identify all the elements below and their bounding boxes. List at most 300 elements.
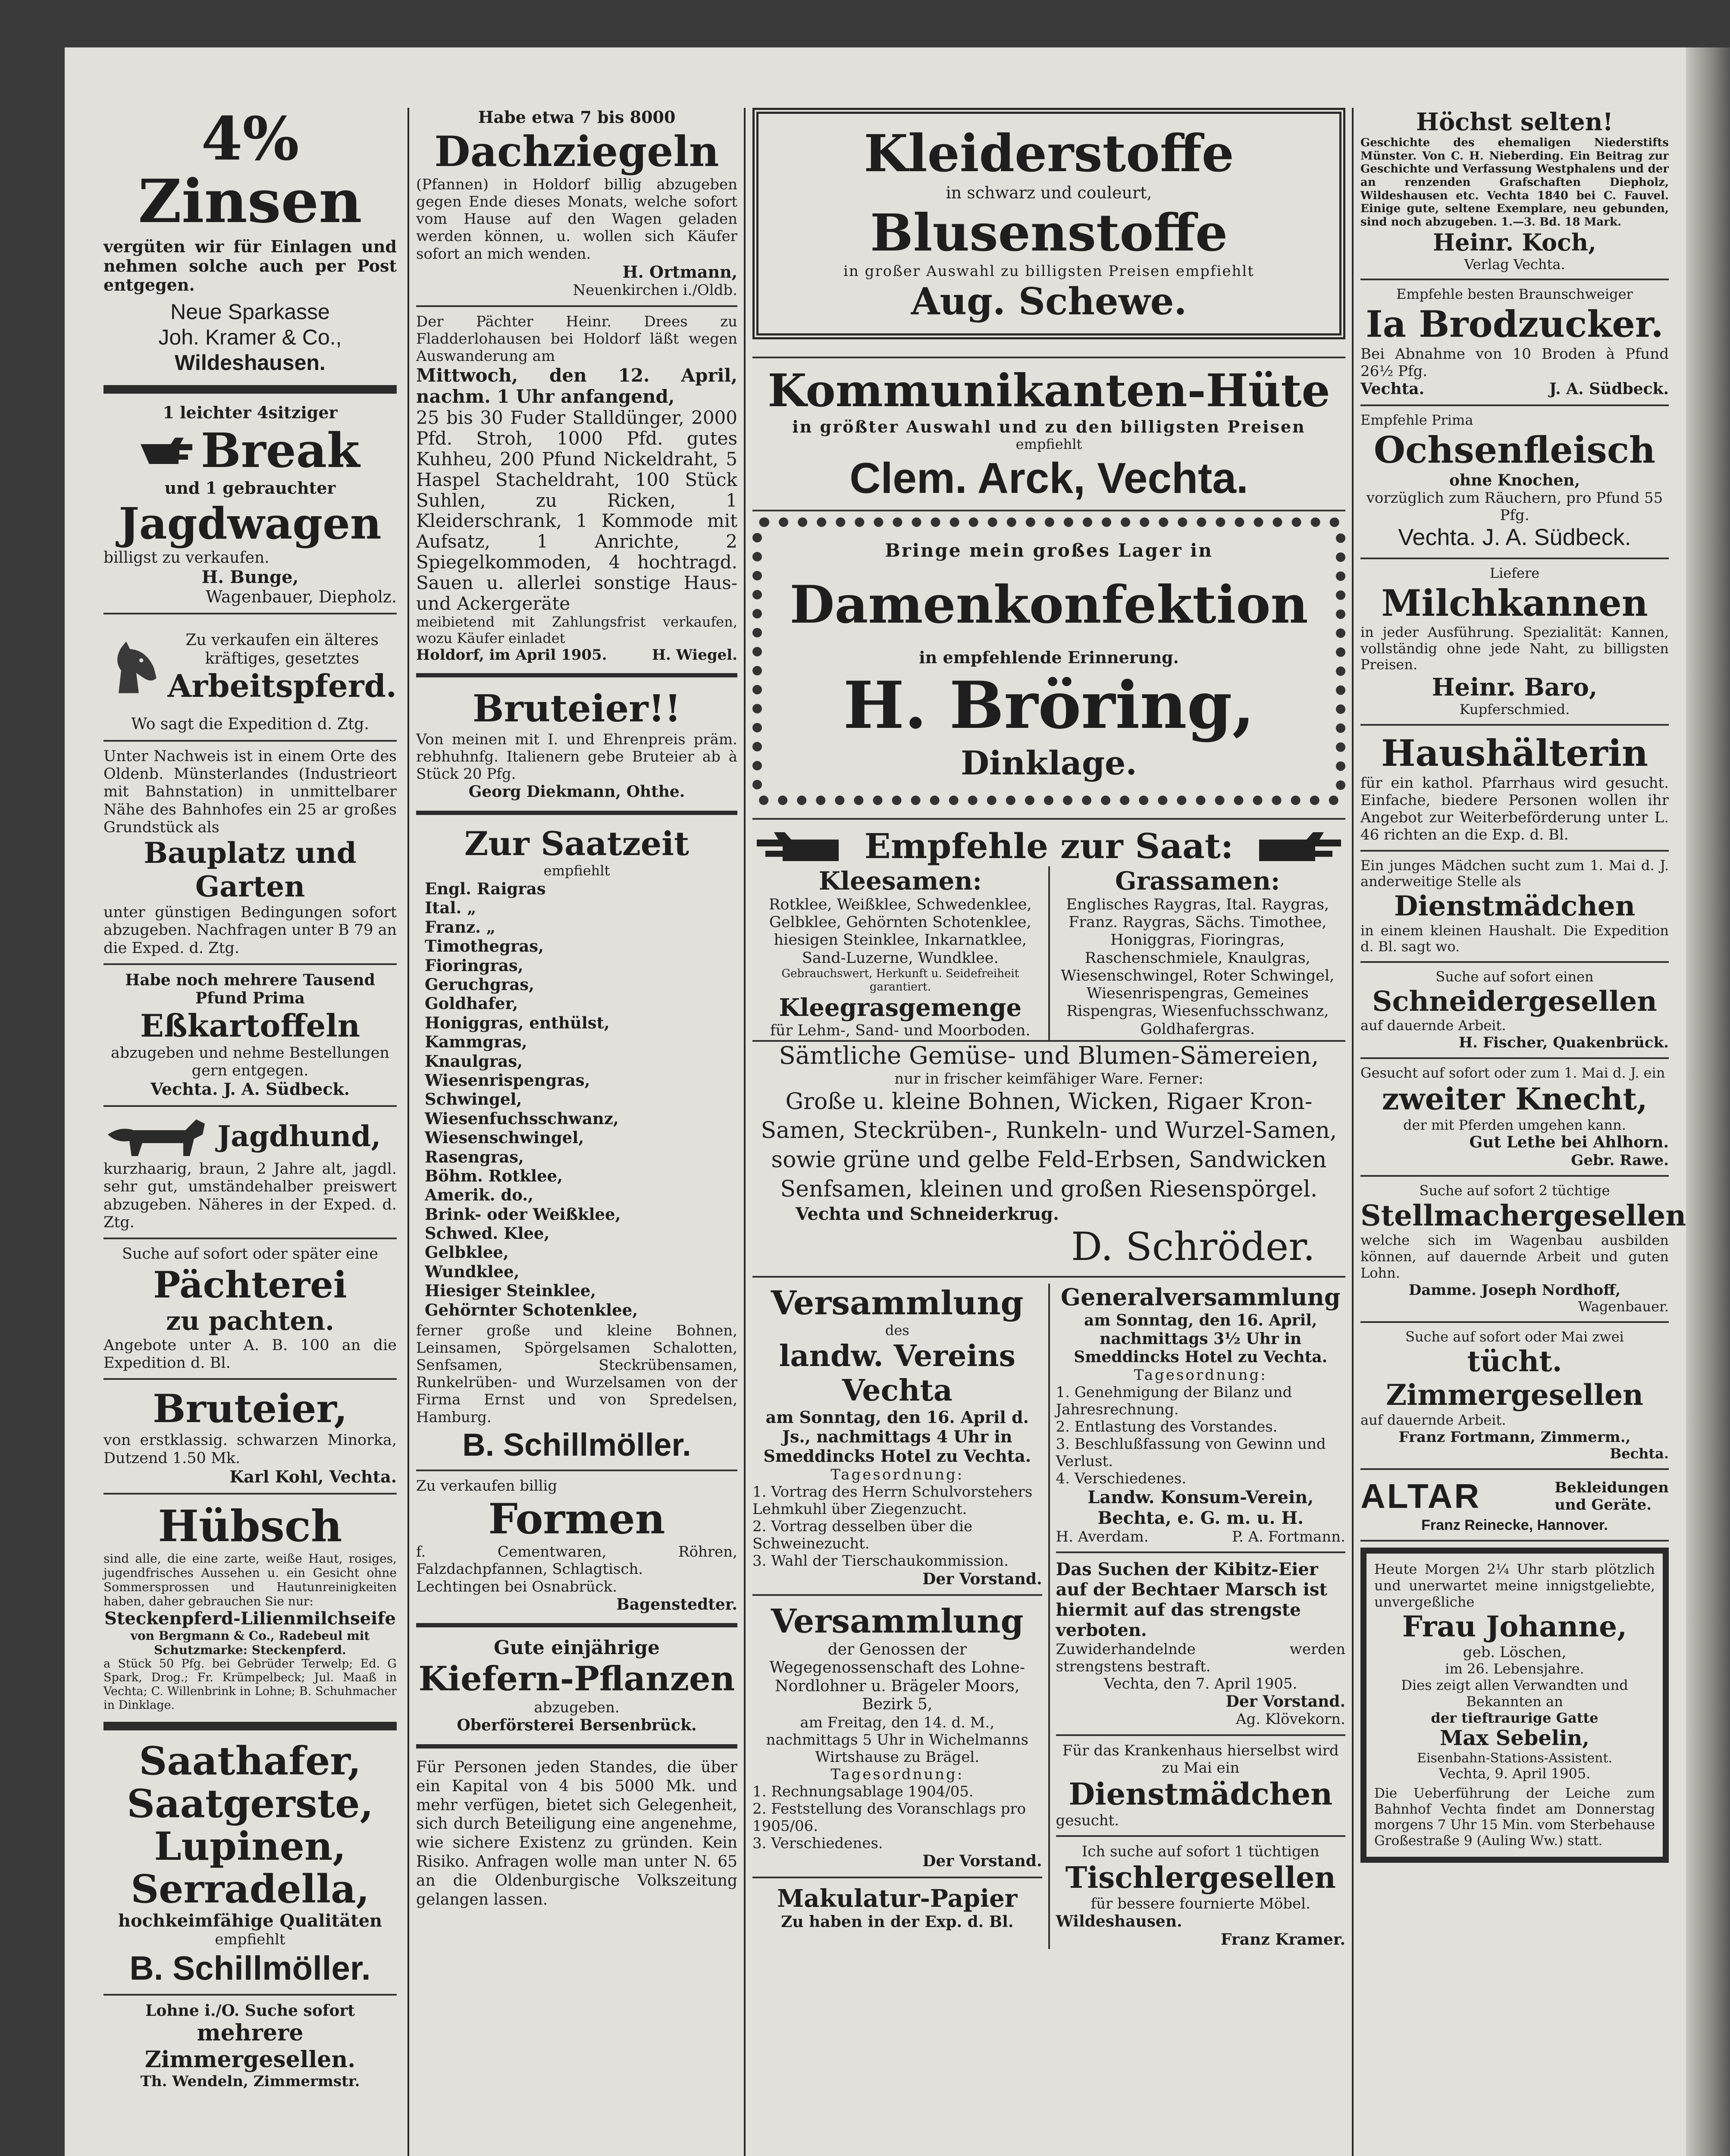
ad-line: in schwarz und couleurt, xyxy=(946,183,1152,203)
ad-title: Ia Brodzucker. xyxy=(1366,303,1664,345)
ad-body: unter günstigen Bedingungen sofort abzugeben. Nachfragen unter B 79 an die Exped. d. Ztg. xyxy=(103,903,397,957)
ad-title: Generalversammlung xyxy=(1060,1283,1341,1311)
ad-title: 4% Zinsen xyxy=(138,103,362,236)
ad-kibitz xyxy=(1056,1559,1346,1728)
ad-dienstmaedchen xyxy=(1360,858,1669,956)
seed-list-item: Hiesiger Steinklee, xyxy=(425,1281,596,1300)
ad-signature: Ag. Klövekorn. xyxy=(1235,1711,1345,1728)
ad-altar xyxy=(1360,1476,1669,1534)
seed-list-item: Knaulgras, xyxy=(425,1051,523,1071)
ad-line: empfiehlt xyxy=(543,862,610,879)
ad-kartoffeln xyxy=(103,971,397,1099)
separator xyxy=(752,818,1345,820)
ad-signature: Heinr. Baro, xyxy=(1432,673,1598,702)
seed-list-item: Schwed. Klee, xyxy=(425,1224,550,1243)
ad-line: Für das Krankenhaus hierselbst wird zu Mai ein xyxy=(1062,1742,1339,1777)
ad-title: landw. Vereins Vechta xyxy=(779,1338,1015,1408)
ad-title: Versammlung xyxy=(771,1284,1024,1322)
ad-title: zweiter Knecht, xyxy=(1382,1081,1648,1117)
pointing-hand-icon xyxy=(141,436,192,466)
ad-place: Wildeshausen. xyxy=(175,351,326,375)
ad-agenda-heading: Tagesordnung: xyxy=(831,1466,964,1483)
ad-makulatur xyxy=(752,1884,1042,1931)
ad-title: Pächterei xyxy=(153,1263,347,1306)
ad-signature: Bagenstedter. xyxy=(616,1595,737,1614)
seed-list-item: Böhm. Rotklee, xyxy=(425,1166,563,1185)
ad-firm: B. Schillmöller. xyxy=(462,1426,691,1463)
seed-list-item: Wiesenfuchsschwanz, xyxy=(425,1109,619,1128)
ad-place: Kupferschmied. xyxy=(1459,701,1570,718)
ad-generalversammlung xyxy=(1056,1284,1346,1545)
ad-title: Hübsch xyxy=(158,1500,342,1551)
ad-signature: D. Schröder. xyxy=(1071,1224,1315,1270)
column-rule xyxy=(1352,108,1354,2156)
separator xyxy=(103,963,397,965)
ad-line: Zu verkaufen ein älteres kräftiges, gesetztes xyxy=(185,631,379,667)
ad-line: ohne Knochen, xyxy=(1449,471,1580,489)
ad-title: Dienstmädchen xyxy=(1069,1776,1333,1812)
ad-body: (Pfannen) in Holdorf billig abzugeben gegen Ende dieses Monats, welche sofort vom Hause auf den Wagen geladen werden können, u. wollen sich Käufer sofort an mich wenden. xyxy=(416,176,737,263)
ad-title: zu pachten. xyxy=(166,1306,334,1336)
ad-signature: Franz Fortmann, Zimmerm., xyxy=(1398,1428,1631,1446)
ad-line: der mit Pferden umgehen kann. xyxy=(1403,1116,1626,1133)
separator xyxy=(416,673,737,677)
agenda-item: 1. Vortrag des Herrn Schulvorstehers Lehmkuhl über Ziegenzucht. xyxy=(752,1483,1033,1518)
ad-title: Höchst selten! xyxy=(1416,108,1614,136)
ad-line: Lohne i./O. Suche sofort xyxy=(145,2001,355,2020)
ad-line: Bringe mein großes Lager in xyxy=(885,540,1213,561)
seed-list-item: Engl. Raigras xyxy=(425,879,546,899)
ad-signature: Damme. Joseph Nordhoff, xyxy=(1408,1281,1621,1299)
ad-title: Bauplatz und Garten xyxy=(144,836,357,904)
ad-title: Zur Saatzeit xyxy=(464,824,689,863)
column-1 xyxy=(103,103,397,2090)
seed-list-item: Wundklee, xyxy=(425,1262,520,1281)
ad-body: Geschichte des ehemaligen Niederstifts Münster. Von C. H. Nieberding. Ein Beitrag zur Geschichte und Verfassung Westphalens und der an renzenden Grafschaften Diepholz, Wildeshausen etc. Vechta 1840 bei C. Fauvel. Einige gute, seltene Exemplare, neu gebunden, sind noch abzugeben. 1.—3. Bd. 18 Mark. xyxy=(1360,136,1669,229)
ad-line: Saathafer, xyxy=(139,1738,361,1784)
ad-signature: Clem. Arck, Vechta. xyxy=(849,454,1248,503)
separator xyxy=(103,1722,397,1730)
ad-dachziegeln xyxy=(416,108,737,299)
ad-title: Ochsenfleisch xyxy=(1373,428,1656,471)
ad-title: Kleiderstoffe xyxy=(864,123,1234,183)
agenda-list xyxy=(752,1783,1042,1852)
ad-signature: Vechta. J. A. Südbeck. xyxy=(1398,524,1631,551)
ad-firm: Joh. Kramer & Co., xyxy=(158,325,342,350)
ad-kapital xyxy=(416,1758,737,1909)
separator xyxy=(752,510,1345,511)
ad-ochsenfleisch xyxy=(1360,412,1669,552)
ad-kommunikanten-huete xyxy=(752,364,1345,504)
gemenge-heading: Kleegrasgemenge xyxy=(779,993,1022,1022)
ad-line: empfiehlt xyxy=(215,1930,285,1948)
ad-line: in empfehlende Erinnerung. xyxy=(919,648,1179,667)
separator xyxy=(1360,1057,1669,1059)
ad-line: Gesucht auf sofort oder zum 1. Mai d. J. ein xyxy=(1360,1065,1665,1081)
separator xyxy=(1360,1540,1669,1542)
agenda-item: 3. Wahl der Tierschaukommission. xyxy=(752,1552,1009,1570)
separator xyxy=(752,1877,1042,1878)
ad-line: Ein junges Mädchen sucht zum 1. Mai d. J. anderweitige Stelle als xyxy=(1360,857,1669,890)
ad-stellmacher xyxy=(1360,1182,1686,1315)
ad-body: Große u. kleine Bohnen, Wicken, Rigaer Kron-Samen, Steckrüben-, Runkeln- und Wurzel-Samen, sowie grüne und gelbe Feld-Erbsen, Sandwicken Senfsamen, kleinen und großen Riesenspörgel. xyxy=(761,1088,1337,1202)
ad-signature: Der Vorstand. xyxy=(1225,1692,1345,1711)
ad-line: Zu haben in der Exp. d. Bl. xyxy=(781,1912,1014,1931)
ad-dienstmaedchen-kh xyxy=(1056,1742,1346,1830)
ad-title: tücht. Zimmergesellen xyxy=(1385,1344,1644,1412)
ad-title: Schneidergesellen xyxy=(1372,985,1657,1018)
ad-line: billigst zu verkaufen. xyxy=(103,548,270,567)
ad-signature: Heinr. Koch, xyxy=(1433,228,1596,256)
ad-signature: Aug. Schewe. xyxy=(911,280,1187,324)
ad-line: abzugeben und nehme Bestellungen gern entgegen. xyxy=(111,1044,389,1079)
ad-body: vergüten wir für Einlagen und nehmen solche auch per Post entgegen. xyxy=(103,236,397,295)
ad-title: Formen xyxy=(488,1495,665,1544)
ad-line: des xyxy=(885,1322,909,1339)
horse-head-icon xyxy=(103,620,161,715)
ad-title: Damenkonfektion xyxy=(790,574,1308,635)
separator xyxy=(1360,1468,1669,1470)
ad-title: Kommunikanten-Hüte xyxy=(768,364,1330,417)
ad-line: auf dauernde Arbeit. xyxy=(1360,1412,1506,1429)
ad-line: für bessere fournierte Möbel. xyxy=(1091,1895,1310,1912)
ad-line: in größter Auswahl und zu den billigsten Preisen xyxy=(792,417,1306,436)
ad-firm: Neue Sparkasse xyxy=(170,300,330,324)
ad-signature: Karl Kohl, Vechta. xyxy=(229,1467,397,1486)
ad-title: Stellmachergesellen xyxy=(1360,1198,1686,1232)
ad-title: Blusenstoffe xyxy=(870,203,1228,263)
ad-signature: J. A. Südbeck. xyxy=(1549,380,1669,398)
ad-signature: H. Ortmann, xyxy=(622,262,737,282)
widower-name: Max Sebelin, xyxy=(1440,1726,1589,1751)
seed-list-item: Kammgras, xyxy=(425,1032,527,1052)
klee-note: Gebrauchswert, Herkunft u. Seidefreiheit garantiert. xyxy=(781,967,1019,993)
ad-body: Das Suchen der Kibitz-Eier auf der Bechtaer Marsch ist hiermit auf das strengste verboten. xyxy=(1056,1559,1327,1641)
seed-list-item: Honiggras, enthülst, xyxy=(425,1013,610,1032)
ad-signature: H. Bröring, xyxy=(843,667,1255,744)
column-2 xyxy=(416,108,737,1909)
ad-line: Ich suche auf sofort 1 tüchtigen xyxy=(1081,1843,1319,1861)
seed-list-item: Franz. „ xyxy=(425,917,496,937)
agenda-item: 1. Genehmigung der Bilanz und Jahresrechnung. xyxy=(1056,1383,1292,1418)
left-subcolumn xyxy=(746,1284,1048,1949)
ad-title: Jagdwagen xyxy=(119,498,382,549)
ad-title: Tischlergesellen xyxy=(1065,1860,1336,1895)
ad-line: Lechtingen bei Osnabrück. xyxy=(416,1578,617,1595)
separator xyxy=(416,1470,737,1471)
ad-body: Der Pächter Heinr. Drees zu Fladderlohausen bei Holdorf läßt wegen Auswanderung am xyxy=(416,313,737,365)
ad-signature: Th. Wendeln, Zimmermstr. xyxy=(140,2073,360,2090)
ad-signature: Oberförsterei Bersenbrück. xyxy=(457,1716,697,1735)
seed-list-item: Amerik. do., xyxy=(425,1185,534,1205)
ad-subtitle: hochkeimfähige Qualitäten xyxy=(118,1910,382,1931)
ad-body: kurzhaarig, braun, 2 Jahre alt, jagdl. sehr gut, umständehalber preiswert abzugeben. Näheres in der Exped. d. Ztg. xyxy=(103,1160,397,1231)
ad-signature: Gebr. Rawe. xyxy=(1571,1151,1669,1169)
ad-versammlung-landw xyxy=(752,1284,1042,1588)
ad-signature: H. Averdam. xyxy=(1056,1528,1149,1545)
seed-table xyxy=(752,866,1345,1040)
ad-signature: P. A. Fortmann. xyxy=(1232,1528,1345,1545)
separator xyxy=(103,613,397,614)
separator xyxy=(103,1238,397,1239)
pointing-hand-icon xyxy=(752,829,839,863)
ad-line: Suche auf sofort oder Mai zwei xyxy=(1405,1328,1624,1345)
seed-list-item: Gelbklee, xyxy=(425,1243,509,1262)
seed-list-item: Wiesenschwingel, xyxy=(425,1128,584,1147)
ad-line: Lupinen, xyxy=(154,1823,346,1869)
ad-date: Vechta, den 7. April 1905. xyxy=(1104,1675,1298,1692)
seed-list-item: Geruchgras, xyxy=(425,975,535,994)
ad-break xyxy=(103,403,397,607)
ad-line: Suche auf sofort einen xyxy=(1435,968,1594,985)
separator xyxy=(103,1994,397,1996)
ad-formen xyxy=(416,1477,737,1614)
notice-body: Die Ueberführung der Leiche zum Bahnhof Vechta findet am Donnerstag morgens 7 Uhr 15 Min. vom Sterbehause Großestraße 9 (Auling Ww.) statt. xyxy=(1374,1786,1655,1849)
notice-date: Vechta, 9. April 1905. xyxy=(1439,1765,1591,1782)
ad-signature: Gut Lethe bei Ahlhorn. xyxy=(1469,1133,1669,1152)
ad-title: Versammlung xyxy=(771,1601,1024,1640)
notice-line: der tieftraurige Gatte xyxy=(1431,1709,1598,1726)
ad-bruteier-diekmann xyxy=(416,687,737,801)
ad-name: H. Bunge, xyxy=(201,567,299,588)
ad-schneidergesellen xyxy=(1360,969,1669,1051)
ad-brodzucker xyxy=(1360,286,1669,398)
separator xyxy=(416,1744,737,1749)
ad-title: Kiefern-Pflanzen xyxy=(418,1659,735,1699)
ad-body: ferner große und kleine Bohnen, Leinsamen, Spörgelsamen Schalotten, Senfsamen, Steckrübensamen, Runkelrüben- und Wurzelsamen von der Firma Ernst und von Spredelsen, Hamburg. xyxy=(416,1322,737,1426)
agenda-item: 1. Rechnungsablage 1904/05. xyxy=(752,1783,974,1800)
separator xyxy=(1056,1835,1346,1837)
ad-saatzeit xyxy=(416,824,737,1463)
seed-list-item: Timothegras, xyxy=(425,937,544,956)
ad-firm: B. Schillmöller. xyxy=(129,1949,371,1987)
seed-list xyxy=(416,879,737,1319)
ad-body: in jeder Ausführung. Spezialität: Kannen, vollständig ohne jede Naht, zu billigsten Preisen. xyxy=(1360,624,1669,673)
seed-list-item: Rasengras, xyxy=(425,1147,524,1166)
ad-title: ALTAR xyxy=(1360,1476,1481,1515)
ad-body: Bei Abnahme von 10 Broden à Pfund 26½ Pfg. xyxy=(1360,345,1669,380)
ad-paechterei xyxy=(103,1245,397,1372)
ad-line: gesucht. xyxy=(1056,1812,1119,1830)
ad-saatgut xyxy=(103,1740,397,1988)
ad-line: Gute einjährige xyxy=(494,1637,660,1659)
ad-signature: Holdorf, im April 1905. xyxy=(416,646,607,664)
ad-product: Steckenpferd-Lilienmilchseife xyxy=(104,1608,396,1629)
ad-date: am Sonntag, den 16. April, nachmittags 3½ Uhr in Smeddincks Hotel zu Vechta. xyxy=(1074,1311,1328,1366)
ad-signature: Vechta. J. A. Südbeck. xyxy=(150,1079,350,1099)
ad-kleiderstoffe xyxy=(752,108,1345,339)
agenda-item: 2. Feststellung des Voranschlags pro 1905/06. xyxy=(752,1800,1026,1835)
book-spine xyxy=(1686,47,1730,2156)
ad-place: Dinklage. xyxy=(961,744,1137,783)
separator xyxy=(752,1594,1042,1596)
separator xyxy=(1056,1551,1346,1553)
ad-body: Angebote unter A. B. 100 an die Expedition d. Bl. xyxy=(103,1336,397,1372)
ad-line: Serradella, xyxy=(131,1866,370,1912)
notice-body: Dies zeigt allen Verwandten und Bekannten an xyxy=(1401,1677,1628,1710)
seed-list-item: Goldhafer, xyxy=(425,994,518,1013)
separator xyxy=(103,1378,397,1380)
ad-auktion-drees xyxy=(416,313,737,664)
ad-body: Von meinen mit I. und Ehrenpreis präm. rebhuhnfg. Italienern gebe Bruteier ab à Stück 20 Pfg. xyxy=(416,730,737,783)
ad-body: der Genossen der Wegegenossenschaft des Lohne-Nordlohner u. Brägeler Moors, Bezirk 5, xyxy=(769,1640,1025,1714)
ad-line: abzugeben. xyxy=(534,1699,620,1717)
ad-signature: Der Vorstand. xyxy=(922,1570,1042,1588)
separator xyxy=(1360,961,1669,963)
klee-heading: Kleesamen: xyxy=(818,866,982,896)
ad-body: vorzüglich zum Räuchern, pro Pfund 55 Pfg. xyxy=(1366,489,1663,524)
ad-bruteier xyxy=(103,1386,397,1487)
ad-signature: Franz Reinecke, Hannover. xyxy=(1421,1517,1608,1534)
ad-line: Sämtliche Gemüse- und Blumen-Sämereien, xyxy=(752,1040,1345,1070)
ad-date: am Freitag, den 14. d. M., nachmittags 5 Uhr in Wichelmanns Wirtshause zu Brägel. xyxy=(766,1714,1028,1766)
ad-agenda-heading: Tagesordnung: xyxy=(831,1765,964,1783)
ad-items: 25 bis 30 Fuder Stalldünger, 2000 Pfd. Stroh, 1000 Pfd. gutes Kuhheu, 200 Pfund Nickeldraht, 5 Haspel Stacheldraht, 100 Stück Suhlen, zu Ricken, 1 Kleiderschrank, 1 Kommode mit Aufsatz, 1 Anrichte, 2 Spiegelkommoden, 4 hochtragd. Sauen u. allerlei sonstige Haus- und Ackergeräte xyxy=(416,407,737,614)
ad-signature: Vechta. xyxy=(1360,380,1425,398)
separator xyxy=(103,1493,397,1495)
ad-title: Jagdhund, xyxy=(217,1119,381,1153)
ad-place: Wildeshausen. xyxy=(1056,1912,1182,1930)
klee-list: Rotklee, Weißklee, Schwedenklee, Gelbklee, Gehörnten Schotenklee, hiesigen Steinklee, Inkarnatklee, Sand-Luzerne, Wundklee. xyxy=(769,896,1032,967)
ad-line: Zu verkaufen billig xyxy=(416,1477,558,1495)
separator xyxy=(752,1276,1345,1278)
ad-title: Arbeitspferd. xyxy=(167,667,397,705)
separator xyxy=(416,811,737,815)
ad-line: nur in frischer keimfähiger Ware. Ferner: xyxy=(894,1070,1203,1087)
ad-body: von erstklassig. schwarzen Minorka, Dutzend 1.50 Mk. xyxy=(103,1432,397,1467)
ad-bauplatz xyxy=(103,748,397,957)
ad-body: für ein kathol. Pfarrhaus wird gesucht. Einfache, biedere Personen wollen ihr Angebot zur Weiterbeförderung unter L. 46 richten an die Exp. d. Bl. xyxy=(1360,774,1669,844)
ad-title: Eßkartoffeln xyxy=(140,1007,360,1044)
ad-title: Haushälterin xyxy=(1381,732,1649,774)
separator xyxy=(1360,850,1669,852)
agenda-item: 4. Verschiedenes. xyxy=(1056,1470,1187,1488)
ad-signature: H. Fischer, Quakenbrück. xyxy=(1459,1034,1669,1052)
ad-date: am Sonntag, den 16. April d. Js., nachmittags 4 Uhr in Smeddincks Hotel zu Vechta. xyxy=(763,1407,1031,1466)
death-notice xyxy=(1360,1548,1669,1862)
ad-body: Zuwiderhandelnde werden strengstens bestraft. xyxy=(1056,1640,1345,1675)
deceased-age: im 26. Lebensjahre. xyxy=(1445,1661,1584,1677)
ad-title: Bruteier!! xyxy=(472,687,681,731)
ad-line: Liefere xyxy=(1489,565,1540,582)
column-4 xyxy=(1360,108,1686,1863)
agenda-item: 2. Vortrag desselben über die Schweinezucht. xyxy=(752,1518,973,1553)
ad-place: Neuenkirchen i./Oldb. xyxy=(573,282,737,299)
notice-body: Heute Morgen 2¼ Uhr starb plötzlich und unerwartet meine innigstgeliebte, unvergeßliche xyxy=(1374,1561,1655,1610)
ad-title: Milchkannen xyxy=(1381,581,1648,624)
ad-sellers: a Stück 50 Pfg. bei Gebrüder Terwelp; Ed. G Spark, Drog.; Fr. Krümpelbeck; Jul. Maaß in Vechta; C. Willenbrink in Lohne; B. Schuhmacher in Dinklage. xyxy=(103,1657,397,1712)
ad-agenda-heading: Tagesordnung: xyxy=(1134,1366,1267,1384)
separator xyxy=(752,357,1345,358)
two-column-section xyxy=(746,1284,1351,1949)
ad-line: Wo sagt die Expedition d. Ztg. xyxy=(131,715,369,733)
seed-list-item: Fioringras, xyxy=(425,956,523,975)
ad-place: Bechta. xyxy=(1610,1445,1669,1462)
ad-versammlung-wege xyxy=(752,1602,1042,1871)
ad-saat-schroeder xyxy=(752,826,1345,1270)
separator xyxy=(1360,724,1669,726)
ad-signature: H. Wiegel. xyxy=(652,646,737,664)
ad-body: f. Cementwaren, Röhren, Falzdachpfannen, Schlagtisch. xyxy=(416,1543,737,1578)
ad-title: Makulatur-Papier xyxy=(777,1884,1018,1913)
ad-title: Bruteier, xyxy=(153,1386,348,1432)
separator xyxy=(1360,1321,1669,1323)
ad-hoechst-selten xyxy=(1360,108,1669,273)
ad-arbeitspferd xyxy=(103,620,397,715)
ad-body: Unter Nachweis ist in einem Orte des Oldenb. Münsterlandes (Industrieort mit Bahnstation) in unmittelbarer Nähe des Bahnhofes ein 25 ar großes Grundstück als xyxy=(103,747,397,836)
ad-firm: Landw. Konsum-Verein, Bechta, e. G. m. u. H. xyxy=(1088,1487,1314,1528)
ad-line: Saatgerste, xyxy=(127,1780,373,1827)
ad-haushaelterin xyxy=(1360,732,1669,844)
column-rule xyxy=(744,108,746,2156)
ad-milchkannen xyxy=(1360,565,1669,718)
ad-title: Dienstmädchen xyxy=(1394,890,1636,923)
ad-line: Habe etwa 7 bis 8000 xyxy=(478,107,676,127)
ad-zimmergesellen xyxy=(103,2002,397,2090)
ad-knecht xyxy=(1360,1065,1669,1169)
widower-job: Eisenbahn-Stations-Assistent. xyxy=(1417,1751,1613,1766)
ad-body: sind alle, die eine zarte, weiße Haut, rosiges, jugendfrisches Aussehen u. ein Gesicht ohne Sommersprossen und Hautunreinigkeiten haben, daher gebrauchen Sie nur: xyxy=(103,1551,397,1608)
ad-zinsen xyxy=(103,103,397,376)
right-subcolumn xyxy=(1048,1284,1352,1949)
ad-place: Vechta und Schneiderkrug. xyxy=(796,1204,1059,1225)
ad-body: Für Personen jeden Standes, die über ein Kapital von 4 bis 5000 Mk. und mehr verfügen, bietet sich Gelegenheit, sich durch Beteiligung eine angenehme, wie sichere Existenz zu gründen. Kein Risiko. Anfragen wolle man unter N. 65 an die Oldenburgische Volkszeitung gelangen lassen. xyxy=(416,1758,737,1909)
deceased-name: Frau Johanne, xyxy=(1402,1610,1627,1644)
ad-jagdhund xyxy=(103,1113,397,1232)
separator xyxy=(1360,558,1669,559)
gras-heading: Grassamen: xyxy=(1115,866,1280,896)
ad-tischler xyxy=(1056,1843,1346,1949)
ad-huebsch xyxy=(103,1501,397,1712)
separator xyxy=(103,740,397,742)
agenda-item: 2. Entlastung des Vorstandes. xyxy=(1056,1418,1278,1435)
ad-body: welche sich im Wagenbau ausbilden können, auf dauernde Arbeit und guten Lohn. xyxy=(1360,1232,1669,1281)
seed-list-item: Schwingel, xyxy=(425,1090,522,1109)
ad-kiefern xyxy=(416,1637,737,1735)
gras-list: Englisches Raygras, Ital. Raygras, Franz. Raygras, Sächs. Timothee, Honiggras, Fioringras, Raschenschmiele, Knaulgras, Wiesenschwingel, Roter Schwingel, Wiesenrispengras, Gemeines Rispengras, Wiesenfuchsschwanz, Goldhafergras. xyxy=(1061,896,1335,1038)
ad-line: Suche auf sofort oder später eine xyxy=(122,1245,379,1263)
ad-line: Suche auf sofort 2 tüchtige xyxy=(1419,1182,1610,1199)
seed-list-item: Gehörnter Schotenklee, xyxy=(425,1300,638,1319)
ad-date: Mittwoch, den 12. April, nachm. 1 Uhr anfangend, xyxy=(416,364,737,407)
ad-title: Break xyxy=(201,423,360,479)
hunting-dog-icon xyxy=(103,1113,211,1160)
ad-signature: Wagenbauer, Diepholz. xyxy=(206,587,397,607)
ad-place: Verlag Vechta. xyxy=(1464,256,1565,273)
seed-list-item: Wiesenrispengras, xyxy=(425,1070,590,1090)
ad-line: in einem kleinen Haushalt. Die Expedition d. Bl. sagt wo. xyxy=(1360,922,1669,955)
ad-signature: Der Vorstand. xyxy=(922,1852,1042,1871)
agenda-item: 3. Beschlußfassung von Gewinn und Verlust. xyxy=(1056,1435,1326,1470)
ad-signature: Georg Diekmann, Ohthe. xyxy=(468,783,685,801)
separator xyxy=(416,1623,737,1627)
ad-body: meibietend mit Zahlungsfrist verkaufen, wozu Käufer einladet xyxy=(416,613,737,646)
ad-line: Empfehle besten Braunschweiger xyxy=(1396,286,1633,303)
column-3 xyxy=(752,108,1345,1949)
pointing-hand-icon xyxy=(1259,829,1345,863)
ad-title: mehrere Zimmergesellen. xyxy=(144,2020,356,2073)
ad-subtitle: Bekleidungen xyxy=(1554,1479,1669,1496)
separator xyxy=(1360,1175,1669,1177)
ad-damenkonfektion xyxy=(752,517,1345,805)
ad-place: Wagenbauer. xyxy=(1578,1298,1669,1315)
ad-signature: Franz Kramer. xyxy=(1220,1930,1345,1949)
ad-line: Empfehle Prima xyxy=(1360,411,1473,428)
gemenge-body: für Lehm-, Sand- und Moorboden. xyxy=(770,1022,1031,1040)
ad-subtitle: und Geräte. xyxy=(1554,1496,1652,1514)
separator xyxy=(1360,404,1669,406)
column-rule xyxy=(407,108,409,2156)
